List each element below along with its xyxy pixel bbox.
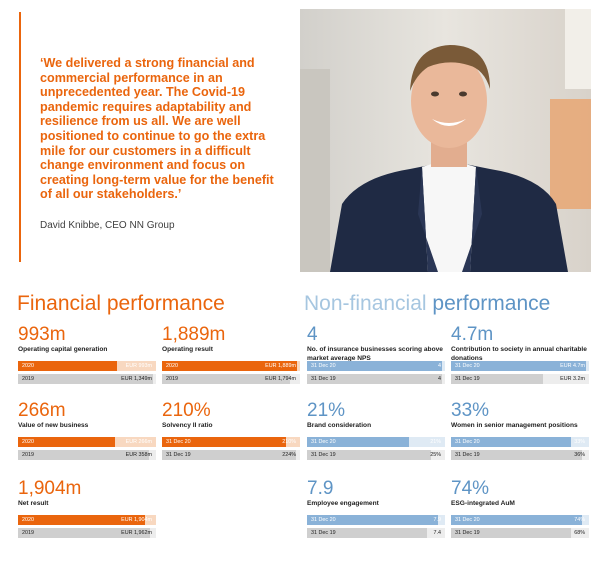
current-period-bar [451,515,589,525]
bar-value-label: 4 [438,363,441,369]
bar-period-label: 31 Dec 20 [455,517,480,523]
bar-period-label: 2019 [166,376,178,382]
metric-brand-consideration [307,400,445,458]
metric-value: 266m [18,400,66,421]
bar-period-label: 31 Dec 20 [311,363,336,369]
current-period-bar [451,361,589,371]
bar-period-label: 2019 [22,452,34,458]
current-period-bar [18,361,156,371]
current-period-bar [307,361,445,371]
bar-period-label: 31 Dec 19 [166,452,191,458]
ceo-portrait-illustration [300,9,591,272]
bar-value-label: 33% [574,439,585,445]
bar-value-label: EUR 266m [125,439,152,445]
previous-period-bar [451,450,589,460]
quote-accent-rule [19,12,21,262]
metric-employee-engagement [307,478,445,536]
metric-value: 1,889m [162,324,226,345]
metric-esg-integrated-aum [451,478,589,536]
bar-value-label: EUR 993m [125,363,152,369]
previous-period-bar [307,374,445,384]
bar-value-label: EUR 1,889m [265,363,296,369]
bar-period-label: 31 Dec 20 [455,439,480,445]
current-period-bar [307,437,445,447]
bar-value-label: EUR 1,962m [121,530,152,536]
metric-value: 210% [162,400,211,421]
bar-value-label: EUR 3.2m [560,376,585,382]
metric-operating-capital-generation [18,324,156,382]
current-period-bar [18,437,156,447]
bar-period-label: 2020 [166,363,178,369]
bar-value-label: EUR 4.7m [560,363,585,369]
previous-period-bar [307,450,445,460]
bar-period-label: 31 Dec 19 [455,376,480,382]
metric-nps-insurance-businesses [307,324,445,382]
previous-period-bar [162,450,300,460]
metric-label: Employee engagement [307,500,379,507]
quote-attribution: David Knibbe, CEO NN Group [40,220,175,231]
previous-period-bar [451,528,589,538]
current-period-bar [451,437,589,447]
bar-period-label: 31 Dec 20 [311,439,336,445]
current-period-bar [162,437,300,447]
previous-period-bar [18,374,156,384]
bar-value-label: 210% [282,439,296,445]
bar-value-label: 36% [574,452,585,458]
bar-value-label: EUR 1,904m [121,517,152,523]
financial-performance-title: Financial performance [17,292,225,315]
bar-period-label: 2020 [22,517,34,523]
current-period-bar [162,361,300,371]
bar-period-label: 31 Dec 19 [311,530,336,536]
metric-value: 7.9 [307,478,334,499]
bar-value-label: EUR 1,349m [121,376,152,382]
bar-period-label: 2019 [22,376,34,382]
metric-value: 4 [307,324,318,345]
metric-value: 21% [307,400,346,421]
bar-period-label: 31 Dec 19 [311,452,336,458]
metric-label: No. of insurance businesses scoring above market average NPS [307,346,443,362]
metric-value: 4.7m [451,324,494,345]
bar-period-label: 2019 [22,530,34,536]
previous-period-bar [18,528,156,538]
bar-period-label: 31 Dec 20 [455,363,480,369]
metric-label: Solvency II ratio [162,422,213,429]
metric-operating-result [162,324,300,382]
bar-value-label: 21% [430,439,441,445]
bar-value-label: 74% [574,517,585,523]
metric-value: 74% [451,478,490,499]
metric-label: Operating capital generation [18,346,108,353]
previous-period-bar [307,528,445,538]
bar-value-label: EUR 1,794m [265,376,296,382]
bar-period-label: 2020 [22,363,34,369]
metric-charitable-donations [451,324,589,382]
metric-label: Operating result [162,346,213,353]
metric-label: ESG-integrated AuM [451,500,515,507]
metric-label: Women in senior management positions [451,422,578,429]
metric-net-result [18,478,156,536]
previous-period-bar [18,450,156,460]
metric-label: Contribution to society in annual charitable donations [451,346,587,362]
previous-period-bar [162,374,300,384]
non-financial-title-part2: performance [426,292,551,315]
bar-value-label: 224% [282,452,296,458]
ceo-portrait-photo [300,9,591,272]
metric-solvency-ii-ratio [162,400,300,458]
bar-value-label: 25% [430,452,441,458]
bar-value-label: EUR 358m [125,452,152,458]
current-period-bar [307,515,445,525]
previous-period-bar [451,374,589,384]
metric-value: 993m [18,324,66,345]
bar-period-label: 31 Dec 19 [311,376,336,382]
metric-value: 1,904m [18,478,82,499]
bar-value-label: 7.4 [433,530,441,536]
metric-label: Value of new business [18,422,89,429]
bar-value-label: 4 [438,376,441,382]
bar-period-label: 31 Dec 20 [166,439,191,445]
metric-value-of-new-business [18,400,156,458]
non-financial-performance-title [304,291,550,317]
bar-period-label: 2020 [22,439,34,445]
bar-period-label: 31 Dec 20 [311,517,336,523]
ceo-quote: ‘We delivered a strong financial and commercial performance in an unprecedented year. The Covid-19 pandemic requires adaptability and resilience from us all. We are well positioned to continue to go the extra mile for our customers in a difficult change environment and focus on creating long-term value for the benefit of all our stakeholders.’ [40,56,274,202]
metric-label: Net result [18,500,49,507]
current-period-bar [18,515,156,525]
bar-value-label: 7.9 [433,517,441,523]
bar-period-label: 31 Dec 19 [455,530,480,536]
bar-value-label: 68% [574,530,585,536]
metric-label: Brand consideration [307,422,372,429]
non-financial-title-part1: Non-financial [304,292,427,315]
metric-value: 33% [451,400,490,421]
bar-period-label: 31 Dec 19 [455,452,480,458]
metric-women-senior-management [451,400,589,458]
